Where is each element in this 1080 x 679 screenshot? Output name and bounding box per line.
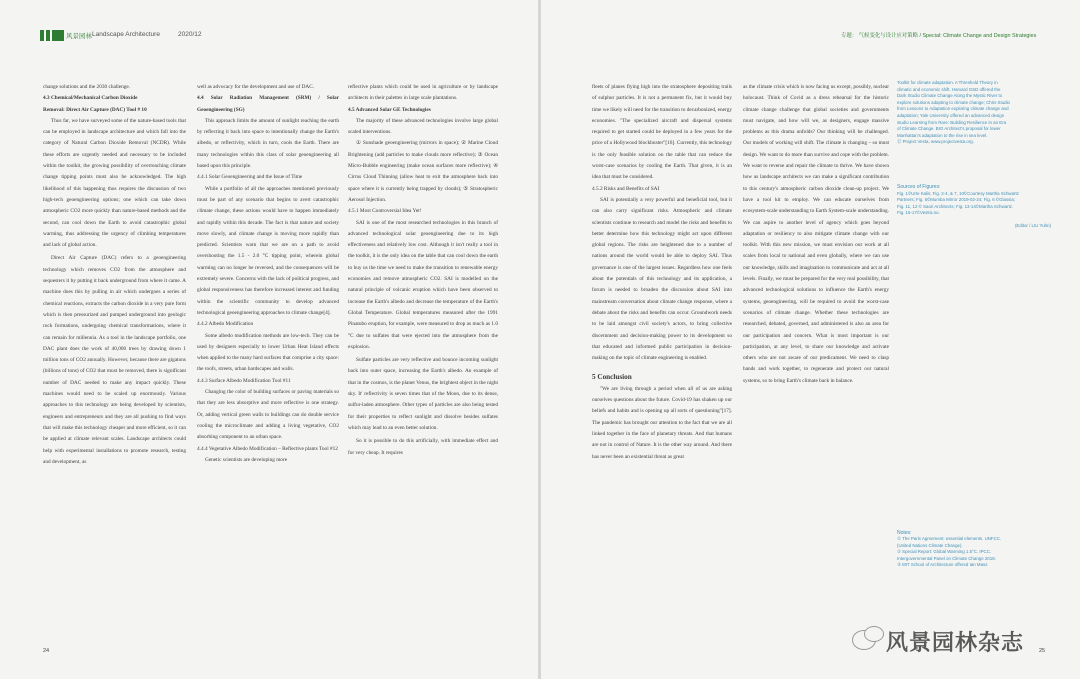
note-line: ⑫ Project Vesta, www.projectvesta.org.	[897, 139, 974, 145]
paragraph: change solutions and the 2030 challenge.	[43, 84, 131, 90]
right-page	[541, 0, 1080, 679]
text-column-4	[592, 82, 732, 642]
text-column-5	[743, 82, 889, 552]
source-line: Fig. 15-17©Vestra.nu.	[897, 210, 940, 216]
text-column-2	[197, 82, 339, 642]
subsection-heading: 4.5.1 Most Controversial Idea Yet!	[348, 208, 422, 215]
section-heading: 4.5 Advanced Solar GE Technologies	[348, 106, 431, 113]
page-number-left: 24	[43, 648, 50, 654]
note-line: ③ MIT School of Architecture offered Ian Mass	[897, 562, 988, 568]
note-line: climatic and economic shift. Harvard GSD offered the	[897, 86, 1001, 92]
left-page	[0, 0, 538, 679]
paragraph: Sulfate particles are very reflective and bounce incoming sunlight back into outer space, increasing the Earth's albedo. An example of that in the cosmos, is the planet Venus, the brightest object in the night sky. It' reflectivity is seven times that of the Moon, due to its dense, sulfur-laden atmosphere. Other types of particles are also being tested for their properties to reflect sunlight and dissolve besides sulfates which may lead to an even better solution.	[348, 357, 498, 431]
note-line: (United Nations Climate Change).	[897, 542, 963, 548]
note-line: explore solutions adapting to climate change; Chris Studio	[897, 99, 1011, 105]
paragraph: This approach limits the amount of sunlight reaching the earth by reflecting it back into space to intentionally change the Earth's albedo, or reflectivity, which in turn, cools the Earth. There are many technologies within this class of solar geoengineering all based upon this principle.	[197, 117, 339, 170]
notes-heading: Notes:	[897, 529, 912, 536]
sidebar-notes	[897, 80, 1057, 630]
text-column-3	[348, 82, 498, 642]
note-line: Toolkit for climate adaptation. A Threshold Theory in	[897, 80, 998, 85]
paragraph: well as advocacy for the development and use of DAC.	[197, 84, 315, 90]
page-number-right: 25	[1039, 648, 1046, 654]
note-line: Manhattan's adaptation to the rise in sea level.	[897, 132, 988, 138]
section-heading: 4.4 Solar Radiation Management (SRM) / Solar Geoengineering (SG)	[197, 95, 339, 113]
source-line: Fig. 1©Urte Kalis; Fig. 2-4, & 7, 10©Courtesy Martha Schwartz	[897, 190, 1019, 196]
paragraph: SAI is one of the most researched technologies in this branch of advanced technological solar geoengineering due to its high effectiveness and relatively low cost. Although it isn't really a tool in the toolkit, it is the only idea on the table that can cool down the earth to buy us the time we need to make the transition to renewable energy economies and remove atmospheric CO2. SAI is modelled on the natural principle of volcanic eruption which have been observed to increase the Earth's albedo and decrease the temperature of the Earth's Global Temperature. Global temperatures measured after the 1991 Pinatubo eruption, for example, were measured to drop as much as 1.0 °C due to sulfates that were ejected into the atmosphere from the explosion.	[348, 219, 498, 350]
text-column-1	[43, 82, 186, 642]
paragraph: Thus far, we have surveyed some of the nature-based tools that can be employed in landscape architecture and which fall into the category of Natural Carbon Dioxide Removal (NCDR). While these efforts are urgently needed and necessary to be included within the toolkit, the growing possibility of overreaching climate change tipping points must also be acknowledged. The high likelihood of this happening thus requires the discussion of two high-tech geoengineering options; one which can take down atmospheric CO2 more quickly than nature-based methods and the second, can cool down the Earth to avoid catastrophic global warming, thus addressing the urgency of climbing temperatures and lack of global action.	[43, 117, 186, 249]
paragraph: Some albedo modification methods are low-tech. They can be used by designers especially to lower Urban Heat Island effects when applied to the many hard surfaces that comprise a city space: the roofs, streets, urban hardscapes and walls.	[197, 332, 339, 373]
section-title: 专题： 气候变化与设计应对策略 / Special: Climate Change and Design Strategies	[841, 33, 1037, 39]
journal-issue: 2020/12	[178, 31, 202, 38]
wechat-icon-bubble	[864, 626, 884, 642]
paragraph: Changing the color of building surfaces or paving materials so that they are less absorptive and more reflective is one strategy. Or, adding vertical green walls to buildings can do double service cooling the microclimate and adding a living vegetative, CO2 absorbing component to an urban space.	[197, 389, 339, 441]
paragraph: So it is possible to do this artificially, with immediate effect and for very cheap. It requires	[348, 438, 498, 456]
subsection-heading: 4.5.2 Risks and Benefits of SAI	[592, 185, 660, 192]
subsection-heading: 4.4.4 Vegetative Albedo Modification – Reflective plants Tool #12	[197, 445, 338, 452]
section-heading: 4.3 Chemical/Mechanical Carbon Dioxide	[43, 95, 138, 102]
editor-credit: (Editor / LIU Yuhn)	[1014, 222, 1051, 228]
paragraph: as the climate crisis which is now facing us except, possibly, nuclear holocaust. Think of Covid as a dress rehearsal for the historic climate change challenge that global societies and governments must navigate, and how will we, as designers, engage massive problems as this drama unfolds? Our thinking will be challenged. Our models of working will shift. The climate is changing – so must design. We want to do more than survive and cope with the problem. We want to reverse and repair the climate to thrive. We have shown how as landscape architects we can make a significant contribution to this century's atmospheric carbon dioxide clean-up project. We have a tool kit to employ. We can educate ourselves from ecosystem-scale understanding to Earth System-scale understanding. We can aspire to another level of agency which goes beyond adaptation or resiliency to also mitigate climate change with our toolkit. With this new mission, we must envision our work at all scales from local to national and even globally, where we can use our knowledge, skills and imagination to communicate and act at all levels. Finally, we must be prepared for the very real possibility, that advanced technological solutions to influence the Earth's energy systems, geoengineering, will be required to avoid the worst-case scenarios of climate change. Whether these technologies are researched, debated, governed, and administered is also an area for our participation and concern. What is most important is our participation, at any level, to share our knowledge and activate others who are not aware of our predicament. We need to clasp hands and work together, to regenerate and protect our natural systems, so to bring Earth's climate back in balance.	[743, 84, 889, 384]
paragraph: ① Sunshade geoengineering (mirrors in space); ② Marine Cloud Brightening (add particles to make clouds more reflective); ③ Ocean Micro-Bubble engineering (make ocean surfaces more reflective); ④ Cirrus Cloud Thinning (allow heat to exit the atmosphere back into space where it is currently being trapped by clouds); ⑤ Stratospheric Aerosol Injection.	[348, 140, 498, 203]
paragraph: Direct Air Capture (DAC) refers to a geoengineering technology which removes CO2 from the atmosphere and sequesters it by putting it back underground from where it came. A machine does this by pulling in air which undergoes a series of chemical reactions, extracts the carbon dioxide in a very pure form which is then pressurized and pumped underground into geologic rock formations, undergoing chemical transformations, where it can remain for millennia. As a tool in the landscape portfolio, one DAC plant does the work of 40,000 trees by drawing down 1 million tons of CO2 annually. However, because there are gigatons (billions of tons) of CO2 that must be removed, there is significant number of DAC needed to make any impact quickly. These machines would need to be scaled up enormously. Various approaches to this technology are being developed by scientists, engineers and entrepreneurs and they are all pushing to find ways that will make this technology cheaper and more efficient, so it can be applied at climate relevant scales. Landscape architects could help with experimental installations to promote research, testing and development, as	[43, 255, 186, 465]
section-heading: Removal: Direct Air Capture (DAC) Tool # 10	[43, 106, 147, 113]
note-line: adaptation; Yale University offered an advanced design	[897, 112, 1005, 118]
note-line: ② Special Report: Global Warming 1.5°C. IPCC.	[897, 549, 992, 555]
note-line: studio Learning from Rare: Building Resilience in an Era	[897, 119, 1007, 125]
note-line: from Lessons to Adaptation exploring climate change and	[897, 106, 1009, 112]
subsection-heading: 4.4.3 Surface Albedo Modification Tool #11	[197, 377, 291, 384]
paragraph: fleets of planes flying high into the stratosphere depositing trails of sulphur particles. It is not a permanent fix, but it would buy time we likely will need for the transition to decarbonized, energy economies. "The specialized aircraft and dispersal systems required to get started could be deployed in a few years for the price of a Hollywood blockbuster"[16]. Currently, this technology is the only feasible solution on the table that can reduce the worst-case scenarios by cooling the Earth. That given, it is an idea that must be considered.	[592, 84, 732, 181]
subsection-heading: 4.4.1 Solar Geoengineering and the Issue of Time	[197, 174, 303, 181]
paragraph: Genetic scientists are developing more	[205, 456, 288, 463]
paragraph: The majority of these advanced technologies involve large global scaled interventions.	[348, 117, 498, 136]
note-line: Intergovernmental Panel on Climate Change 2018.	[897, 555, 996, 561]
subsection-heading: 4.4.2 Albedo Modification	[197, 321, 254, 328]
sources-heading: Sources of Figures:	[897, 183, 941, 190]
section-heading: 5 Conclusion	[592, 373, 632, 382]
source-line: Fig. 11, 12 © Saori Architects; Fig. 13-14©Martha Schwartz.	[897, 203, 1014, 209]
journal-name: Landscape Architecture	[92, 31, 160, 38]
paragraph: "We are living through a period when all of us are asking ourselves questions about the future. Covid-19 has shaken up our beliefs and habits and is opening up all sorts of questioning"[17]. The pandemic has brought our attention to the fact that we are all linked together in the face of planetary threats. And that humans are not in control of Nature. It is the other way around. And there has never been an existential threat as great	[592, 385, 732, 460]
note-line: of Climate Change. BIG Architect's proposal for lower	[897, 126, 1001, 132]
journal-logo-icon	[40, 30, 64, 41]
note-line: ① The Paris Agreement: essential elements. UNFCC.	[897, 536, 1002, 542]
paragraph: While a portfolio of all the approaches mentioned previously must be part of any scenario that begins to avert catastrophic climate change, these actions would have to happen immediately and rapidly within this decade. The fact is that nature and society move slowly, and climate change is moving more rapidly than predicted. Scientists warn that we are on a path to avoid overshooting the 1.5 - 2.0 °C tipping point, wherein global warming can no longer be reversed, and the consequences will be extremely severe. Concerns with the lack of political progress, and global responsiveness has therefore increased interest and funding within the scientific community to develop advanced technological geoengineering approaches to climate change[4].	[197, 185, 339, 316]
paragraph: reflective plants which could be used in agriculture or by landscape architects in their palettes in large scale plantations.	[348, 84, 498, 102]
watermark-text: 风景园林杂志	[886, 631, 1025, 656]
watermark	[852, 624, 1062, 656]
paragraph: SAI is potentially a very powerful and beneficial tool, but it can also carry significant risks. Atmospheric and climate scientists continue to research and model the risks and benefits to better determine how this technology might act upon different global regions. The risks are heightened due to a number of nations around the world would be able to deploy SAI. Thus governance is one of the largest issues. Regardless how one feels about the potentials of this technology and its application, a forum is needed to broaden the discussion about SAI into mainstream conversation about climate change response, where a debate about the risks and benefits can occur. Groundwork needs to be laid amongst civil society's actors, to bring collective discernment and decision-making power to its development so that educated and informed public participation in decision-making on the topic of climate engineering is enabled.	[592, 196, 732, 362]
note-line: Dark Studio Climate Change Along the Mystic River to	[897, 93, 1003, 99]
logo-text: 风景园林	[66, 33, 92, 40]
source-line: Partners; Fig. 5©Mumba Mirror 2019-02-24; Fig. 6 ©Glassia;	[897, 197, 1015, 203]
